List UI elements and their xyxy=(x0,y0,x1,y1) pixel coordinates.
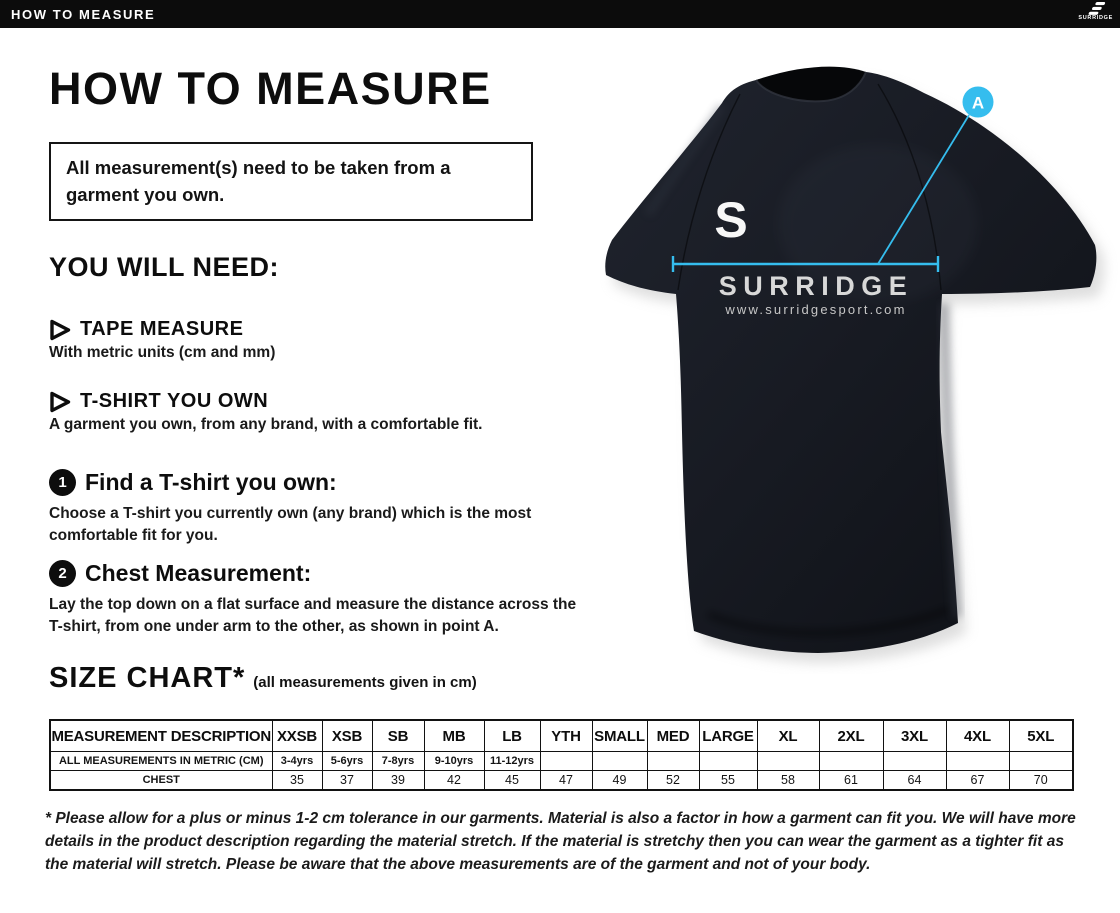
cell: 52 xyxy=(647,771,699,791)
step-desc: Choose a T-shirt you currently own (any brand) which is the most comfortable fit for you. xyxy=(49,505,532,544)
tshirt-wordmark: SURRIDGE xyxy=(718,271,914,301)
col-header: SMALL xyxy=(592,720,647,752)
col-header: 5XL xyxy=(1009,720,1073,752)
cell: 7-8yrs xyxy=(372,752,424,771)
cell: 11-12yrs xyxy=(484,752,540,771)
col-header: MEASUREMENT DESCRIPTION xyxy=(50,720,272,752)
marker-a-label: A xyxy=(971,93,985,113)
need-item-desc: A garment you own, from any brand, with a comfortable fit. xyxy=(49,416,483,433)
table-header-row xyxy=(50,720,1073,752)
brand-logo xyxy=(1078,2,1113,22)
need-item-tape-measure xyxy=(49,318,609,362)
col-header: 3XL xyxy=(883,720,946,752)
col-header: XL xyxy=(757,720,819,752)
page-title: HOW TO MEASURE xyxy=(49,63,492,114)
cell: 35 xyxy=(272,771,322,791)
step-2 xyxy=(49,560,594,638)
cell xyxy=(540,752,592,771)
need-item-title: T-SHIRT YOU OWN xyxy=(80,390,269,412)
cell: 5-6yrs xyxy=(322,752,372,771)
table-row-metric xyxy=(50,752,1073,771)
surridge-s-icon xyxy=(1086,2,1106,15)
note-text: All measurement(s) need to be taken from a garment you own. xyxy=(66,157,451,205)
tshirt-graphic xyxy=(588,54,1118,676)
cell: 58 xyxy=(757,771,819,791)
brand-wordmark: SURRIDGE xyxy=(1078,15,1113,21)
need-item-title: TAPE MEASURE xyxy=(80,318,244,340)
cell: 39 xyxy=(372,771,424,791)
table-row-chest xyxy=(50,771,1073,791)
cell xyxy=(819,752,883,771)
col-header: MED xyxy=(647,720,699,752)
step-number-badge: 2 xyxy=(49,560,76,587)
cell: 45 xyxy=(484,771,540,791)
need-item-desc: With metric units (cm and mm) xyxy=(49,344,276,361)
size-chart-title: SIZE CHART* xyxy=(49,662,246,694)
play-triangle-icon xyxy=(49,319,71,341)
size-chart-table xyxy=(49,719,1074,791)
cell xyxy=(883,752,946,771)
col-header: XSB xyxy=(322,720,372,752)
note-box xyxy=(49,142,533,221)
need-item-tshirt xyxy=(49,390,609,434)
step-title: Find a T-shirt you own: xyxy=(85,469,337,495)
cell: 64 xyxy=(883,771,946,791)
row-label: ALL MEASUREMENTS IN METRIC (CM) xyxy=(50,752,272,771)
cell: 49 xyxy=(592,771,647,791)
tshirt-s-logo: S xyxy=(714,192,748,248)
cell: 67 xyxy=(946,771,1009,791)
cell xyxy=(699,752,757,771)
top-bar xyxy=(0,0,1120,28)
cell: 55 xyxy=(699,771,757,791)
size-chart-subtitle: (all measurements given in cm) xyxy=(253,674,477,691)
row-label: CHEST xyxy=(50,771,272,791)
disclaimer-text: * Please allow for a plus or minus 1-2 cm tolerance in our garments. Material is also a factor in how a garment can fit you. We will have more details in the product description regarding the material stretch. If the material is stretchy then you can wear the garment as a tighter fit as the material will stretch. Please be aware that the above measurements are of the garment and not of your body. xyxy=(45,810,1076,873)
cell: 47 xyxy=(540,771,592,791)
col-header: XXSB xyxy=(272,720,322,752)
col-header: YTH xyxy=(540,720,592,752)
cell: 42 xyxy=(424,771,484,791)
top-bar-title: HOW TO MEASURE xyxy=(11,6,156,22)
step-desc: Lay the top down on a flat surface and measure the distance across the T-shirt, from one under arm to the other, as shown in point A. xyxy=(49,596,577,635)
col-header: LB xyxy=(484,720,540,752)
cell: 37 xyxy=(322,771,372,791)
col-header: MB xyxy=(424,720,484,752)
col-header: 2XL xyxy=(819,720,883,752)
cell: 61 xyxy=(819,771,883,791)
step-number-badge: 1 xyxy=(49,469,76,496)
play-triangle-icon xyxy=(49,391,71,413)
cell xyxy=(757,752,819,771)
col-header: SB xyxy=(372,720,424,752)
col-header: 4XL xyxy=(946,720,1009,752)
cell xyxy=(1009,752,1073,771)
cell: 9-10yrs xyxy=(424,752,484,771)
col-header: LARGE xyxy=(699,720,757,752)
tshirt-website: www.surridgesport.com xyxy=(725,302,907,317)
size-chart-heading-row xyxy=(49,662,477,695)
cell: 3-4yrs xyxy=(272,752,322,771)
you-will-need-heading: YOU WILL NEED: xyxy=(49,252,280,282)
cell: 70 xyxy=(1009,771,1073,791)
cell xyxy=(946,752,1009,771)
step-title: Chest Measurement: xyxy=(85,560,312,586)
step-1 xyxy=(49,469,564,547)
cell xyxy=(592,752,647,771)
cell xyxy=(647,752,699,771)
